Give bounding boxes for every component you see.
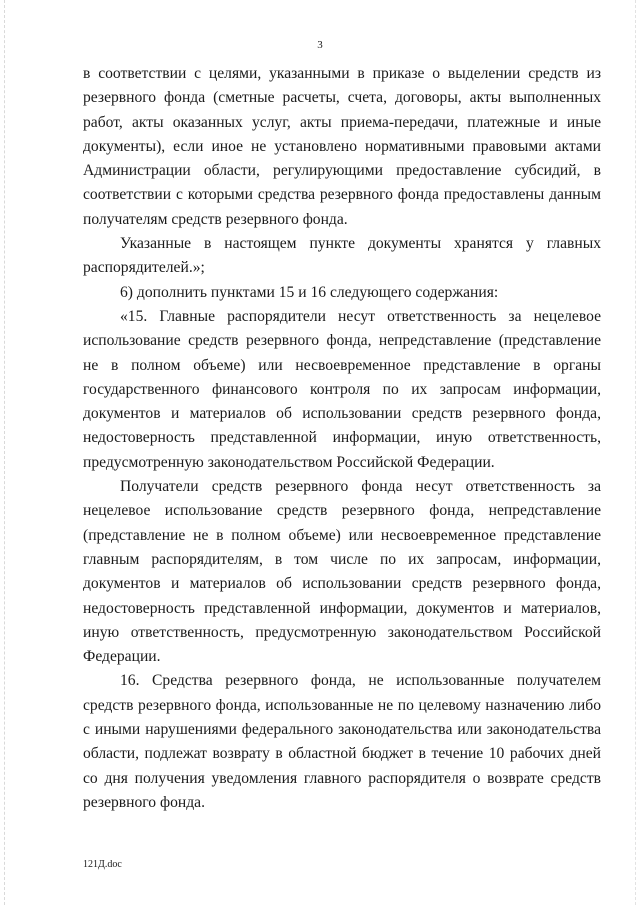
paragraph-clause-16: 16. Средства резервного фонда, не использованные получателем средств резервного фонда, использованные не по целевому назначению либо с иными нарушениями федерального законодательства или законодательства области, подлежат возврату в областной бюджет в течение 10 рабочих дней со дня получения уведомления главного распорядителя о возврате средств резервного фонда. (83, 672, 601, 811)
paragraph-amendment-intro: 6) дополнить пунктами 15 и 16 следующего содержания: (120, 283, 499, 301)
paragraph-clause-15: «15. Главные распорядители несут ответственность за нецелевое использование средств резервного фонда, непредставление (представление не в полном объеме) или несвоевременное представление в органы государственного финансового контроля по их запросам информации, документов и материалов об использовании средств резервного фонда, недостоверность представленной информации, иную ответственность, предусмотренную законодательством Российской Федерации. (83, 307, 601, 471)
document-body (83, 62, 601, 815)
scan-edge-left (4, 0, 6, 905)
footer-file-name: 121Д.doc (83, 859, 122, 870)
paragraph-continuation: в соответствии с целями, указанными в приказе о выделении средств из резервного фонда (сметные расчеты, счета, договоры, акты выполненных работ, акты оказанных услуг, акты приема-передачи, платежные и иные документы), если иное не установлено нормативными правовыми актами Администрации области, регулирующими предоставление субсидий, в соответствии с которыми средства резервного фонда предоставлены данным получателям средств резервного фонда. (83, 65, 601, 228)
scan-edge-right (635, 0, 637, 905)
page-number: 3 (317, 39, 323, 51)
paragraph-recipients-responsibility: Получатели средств резервного фонда несут ответственность за нецелевое использование средств резервного фонда, непредставление (представление не в полном объеме) или несвоевременное представление главным распорядителям, в том числе по их запросам, информации, документов и материалов об использовании средств резервного фонда, недостоверность представленной информации, документов и материалов, иную ответственность, предусмотренную законодательством Российской Федерации. (83, 478, 601, 666)
paragraph-documents-storage: Указанные в настоящем пункте документы хранятся у главных распорядителей.»; (83, 235, 601, 277)
